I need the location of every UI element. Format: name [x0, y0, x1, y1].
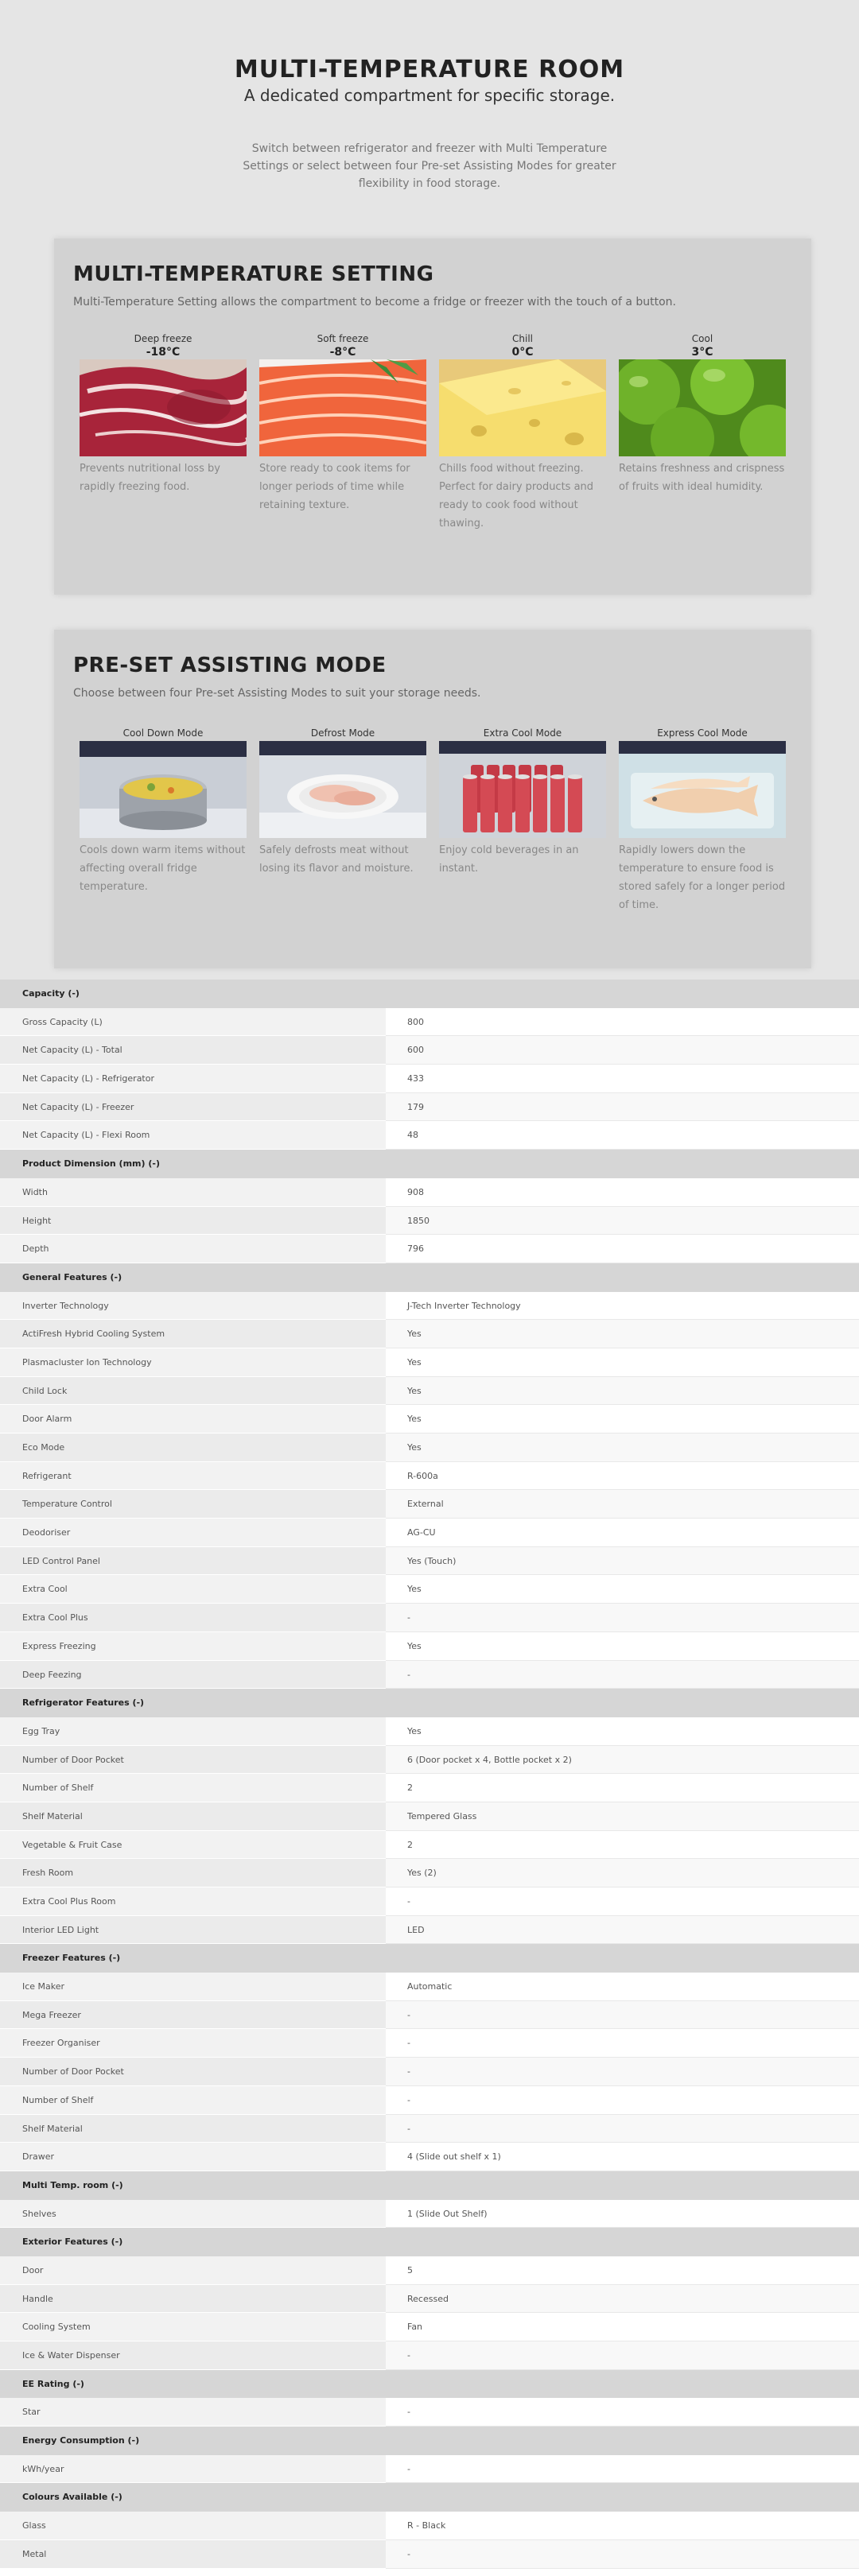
spec-key-cell: [0, 2143, 386, 2171]
spec-section-title: Product Dimension (mm) (-): [22, 1158, 160, 1170]
spec-value-cell: [386, 2540, 859, 2569]
spec-key: Fresh Room: [22, 1868, 74, 1879]
spec-key-cell: [0, 2256, 386, 2285]
spec-value-cell: [386, 1235, 859, 1263]
spec-row: [0, 2029, 859, 2058]
spec-value-cell: [386, 1490, 859, 1519]
spec-value-cell: [386, 1065, 859, 1093]
spec-value-cell: [386, 2285, 859, 2314]
spec-section-header[interactable]: [0, 1150, 859, 1178]
spec-value: Tempered Glass: [407, 1810, 477, 1821]
spec-key: Shelf Material: [22, 2123, 83, 2134]
spec-row: [0, 1661, 859, 1690]
spec-row: [0, 1887, 859, 1916]
spec-value: R - Black: [407, 2520, 446, 2531]
spec-section-title: Capacity (-): [22, 988, 80, 999]
spec-row: [0, 1405, 859, 1433]
cheese-image: [439, 359, 606, 456]
spec-value: Yes: [407, 1442, 422, 1453]
spec-row: [0, 1008, 859, 1037]
setting-card-soft-freeze: [259, 332, 426, 514]
spec-key: Deodoriser: [22, 1527, 71, 1538]
setting-card-deep-freeze: [80, 332, 247, 496]
spec-value-cell: [386, 2001, 859, 2030]
spec-value-cell: [386, 1859, 859, 1887]
spec-value-cell: [386, 1405, 859, 1433]
spec-row: [0, 1774, 859, 1802]
spec-value-cell: [386, 1377, 859, 1406]
spec-value: -: [407, 1896, 410, 1907]
assist-description: Choose between four Pre-set Assisting Modes to suit your storage needs.: [73, 687, 481, 700]
spec-value-cell: [386, 1433, 859, 1462]
setting-description: Multi-Temperature Setting allows the compartment to become a fridge or freezer with the touch of a button.: [73, 296, 676, 308]
spec-value: -: [407, 1669, 410, 1680]
spec-value: 2: [407, 1839, 413, 1850]
spec-value-cell: [386, 1632, 859, 1661]
spec-row: [0, 1178, 859, 1207]
spec-value-cell: [386, 1717, 859, 1746]
spec-value: Automatic: [407, 1981, 453, 1992]
card-temp: -18°C: [146, 346, 181, 359]
spec-key: Number of Shelf: [22, 1783, 94, 1794]
spec-row: [0, 1093, 859, 1122]
spec-value: Yes: [407, 1329, 422, 1340]
spec-value-cell: [386, 1121, 859, 1150]
spec-key: Ice Maker: [22, 1981, 65, 1992]
spec-key: Depth: [22, 1243, 49, 1255]
spec-row: [0, 2001, 859, 2030]
spec-row: [0, 1490, 859, 1519]
spec-row: [0, 2512, 859, 2540]
spec-row: [0, 2341, 859, 2370]
spec-row: [0, 1121, 859, 1150]
meat-on-plate-image: [259, 741, 426, 838]
spec-row: [0, 2455, 859, 2484]
specification-table: [0, 980, 859, 2569]
spec-key: Deep Feezing: [22, 1669, 82, 1680]
spec-value: LED: [407, 1924, 425, 1935]
spec-value-cell: [386, 1774, 859, 1802]
spec-row: [0, 1831, 859, 1860]
spec-value-cell: [386, 1178, 859, 1207]
card-text: Chills food without freezing. Perfect for dairy products and ready to cook food without thawing.: [439, 463, 594, 530]
spec-key: Drawer: [22, 2151, 55, 2163]
assist-card-express-cool: [619, 727, 786, 914]
spec-value-cell: [386, 1973, 859, 2001]
spec-section-header[interactable]: [0, 2370, 859, 2399]
spec-row: [0, 1746, 859, 1775]
spec-value: -: [407, 2350, 410, 2361]
spec-row: [0, 2115, 859, 2143]
spec-row: [0, 1802, 859, 1831]
spec-value: 5: [407, 2264, 413, 2275]
spec-key: LED Control Panel: [22, 1555, 100, 1566]
spec-row: [0, 2398, 859, 2427]
spec-value: -: [407, 1612, 410, 1624]
card-name: Express Cool Mode: [657, 727, 748, 739]
spec-section-header[interactable]: [0, 2427, 859, 2455]
spec-value: AG-CU: [407, 1527, 436, 1538]
spec-key: Ice & Water Dispenser: [22, 2350, 120, 2361]
raw-meat-image: [80, 359, 247, 456]
spec-key: Glass: [22, 2520, 46, 2531]
spec-key: Cooling System: [22, 2322, 91, 2333]
assist-card-defrost: [259, 727, 426, 878]
spec-key: Door: [22, 2264, 44, 2275]
spec-value: 1850: [407, 1215, 430, 1226]
spec-key-cell: [0, 2540, 386, 2569]
spec-key: Width: [22, 1186, 48, 1197]
spec-key: Door Alarm: [22, 1414, 72, 1425]
setting-cards: [80, 332, 786, 571]
spec-key: Interior LED Light: [22, 1924, 99, 1935]
pre-set-assisting-mode-panel: [54, 630, 811, 968]
spec-value: -: [407, 2066, 410, 2077]
spec-value-cell: [386, 1519, 859, 1547]
assist-cards: [80, 727, 786, 965]
spec-key-cell: [0, 2285, 386, 2314]
spec-section-header[interactable]: [0, 1263, 859, 1292]
spec-row: [0, 1717, 859, 1746]
spec-value-cell: [386, 2058, 859, 2086]
spec-row: [0, 1433, 859, 1462]
setting-card-chill: [439, 332, 606, 533]
card-name: Extra Cool Mode: [483, 727, 562, 739]
spec-section-header[interactable]: [0, 980, 859, 1008]
spec-value: External: [407, 1499, 444, 1510]
spec-row: [0, 1859, 859, 1887]
spec-value: Yes: [407, 1640, 422, 1651]
spec-row: [0, 2058, 859, 2086]
card-name: Soft freeze: [317, 333, 369, 344]
spec-row: [0, 1973, 859, 2001]
spec-row: [0, 2256, 859, 2285]
spec-value-cell: [386, 1547, 859, 1576]
card-name: Chill: [512, 333, 533, 344]
spec-row: [0, 1320, 859, 1348]
spec-key: Refrigerant: [22, 1470, 72, 1481]
spec-value: -: [407, 2009, 410, 2020]
card-name: Deep freeze: [134, 333, 192, 344]
spec-value: 908: [407, 1186, 424, 1197]
spec-value: 600: [407, 1045, 424, 1056]
spec-value: Fan: [407, 2322, 423, 2333]
spec-key: Child Lock: [22, 1385, 68, 1396]
spec-value: -: [407, 2038, 410, 2049]
spec-row: [0, 1632, 859, 1661]
spec-section-title: Multi Temp. room (-): [22, 2179, 123, 2190]
multi-temperature-setting-panel: [54, 239, 811, 595]
spec-value: 800: [407, 1016, 424, 1027]
spec-value: Yes (2): [407, 1868, 437, 1879]
spec-key: ActiFresh Hybrid Cooling System: [22, 1329, 165, 1340]
spec-key: Inverter Technology: [22, 1300, 109, 1311]
spec-section-header[interactable]: [0, 1689, 859, 1717]
spec-key: Number of Shelf: [22, 2094, 94, 2105]
spec-value: J-Tech Inverter Technology: [407, 1300, 521, 1311]
spec-key: Gross Capacity (L): [22, 1016, 103, 1027]
spec-key-cell: [0, 2200, 386, 2229]
spec-key: Net Capacity (L) - Refrigerator: [22, 1073, 154, 1084]
spec-row: [0, 1065, 859, 1093]
spec-key: Eco Mode: [22, 1442, 65, 1453]
spec-row: [0, 1519, 859, 1547]
setting-card-cool: [619, 332, 786, 496]
spec-value-cell: [386, 1831, 859, 1860]
spec-row: [0, 1292, 859, 1321]
spec-value-cell: [386, 2455, 859, 2484]
spec-value-cell: [386, 2256, 859, 2285]
spec-key: kWh/year: [22, 2463, 64, 2474]
spec-section-header[interactable]: [0, 2171, 859, 2200]
spec-value-cell: [386, 1604, 859, 1632]
spec-value: -: [407, 2463, 410, 2474]
spec-value: 1 (Slide Out Shelf): [407, 2208, 488, 2219]
spec-key: Net Capacity (L) - Flexi Room: [22, 1130, 150, 1141]
spec-value: Yes: [407, 1385, 422, 1396]
card-text: Retains freshness and crispness of fruits with ideal humidity.: [619, 463, 785, 493]
spec-key: Temperature Control: [22, 1499, 112, 1510]
spec-row: [0, 2200, 859, 2229]
card-text: Enjoy cold beverages in an instant.: [439, 844, 579, 875]
spec-row: [0, 1235, 859, 1263]
salmon-image: [259, 359, 426, 456]
spec-row: [0, 1348, 859, 1377]
spec-key: Shelf Material: [22, 1810, 83, 1821]
spec-value: 796: [407, 1243, 424, 1255]
card-text: Cools down warm items without affecting overall fridge temperature.: [80, 844, 246, 893]
spec-value: Yes (Touch): [407, 1555, 457, 1566]
spec-row: [0, 1036, 859, 1065]
spec-row: [0, 2143, 859, 2171]
spec-section-title: Colours Available (-): [22, 2492, 122, 2503]
spec-key: Number of Door Pocket: [22, 1754, 124, 1765]
assist-card-cool-down: [80, 727, 247, 896]
spec-value-cell: [386, 1008, 859, 1037]
spec-value: -: [407, 2094, 410, 2105]
spec-row: [0, 1547, 859, 1576]
card-name: Cool: [691, 333, 713, 344]
spec-row: [0, 1575, 859, 1604]
spec-value: -: [407, 2123, 410, 2134]
card-text: Prevents nutritional loss by rapidly freezing food.: [80, 463, 220, 493]
spec-row: [0, 1916, 859, 1945]
spec-key: Extra Cool Plus Room: [22, 1896, 116, 1907]
assist-title: PRE-SET ASSISTING MODE: [73, 654, 387, 677]
spec-value-cell: [386, 1093, 859, 1122]
spec-value: Yes: [407, 1725, 422, 1736]
page-description: Switch between refrigerator and freezer with Multi Temperature Settings or select between four Pre-set Assisting Modes for greater flexibility in food storage.: [243, 142, 616, 190]
spec-value-cell: [386, 1462, 859, 1491]
green-apples-image: [619, 359, 786, 456]
spec-value-cell: [386, 1661, 859, 1690]
spec-key-cell: [0, 1178, 386, 1207]
spec-key-cell: [0, 1207, 386, 1236]
spec-section-title: Refrigerator Features (-): [22, 1697, 145, 1709]
spec-value-cell: [386, 2398, 859, 2427]
spec-section-title: Exterior Features (-): [22, 2237, 123, 2248]
spec-value: -: [407, 2407, 410, 2418]
spec-value-cell: [386, 1575, 859, 1604]
spec-key: Metal: [22, 2548, 47, 2559]
spec-key: Number of Door Pocket: [22, 2066, 124, 2077]
spec-value: Yes: [407, 1584, 422, 1595]
spec-row: [0, 1604, 859, 1632]
spec-row: [0, 1207, 859, 1236]
spec-value: -: [407, 2548, 410, 2559]
assist-card-extra-cool: [439, 727, 606, 878]
spec-value: 6 (Door pocket x 4, Bottle pocket x 2): [407, 1754, 572, 1765]
spec-value-cell: [386, 1036, 859, 1065]
card-text: Safely defrosts meat without losing its flavor and moisture.: [259, 844, 414, 875]
spec-key: Freezer Organiser: [22, 2038, 100, 2049]
fish-on-tray-image: [619, 741, 786, 838]
page-title: MULTI-TEMPERATURE ROOM: [234, 56, 625, 83]
spec-value: 433: [407, 1073, 424, 1084]
spec-row: [0, 1377, 859, 1406]
spec-row: [0, 2313, 859, 2341]
spec-value-cell: [386, 2512, 859, 2540]
spec-value-cell: [386, 2029, 859, 2058]
spec-key-cell: [0, 1235, 386, 1263]
spec-key: Height: [22, 1215, 52, 1226]
card-temp: 3°C: [691, 346, 713, 359]
spec-key-cell: [0, 2398, 386, 2427]
setting-title: MULTI-TEMPERATURE SETTING: [73, 262, 434, 286]
spec-value: Recessed: [407, 2293, 449, 2304]
spec-key: Plasmacluster Ion Technology: [22, 1356, 152, 1368]
spec-value-cell: [386, 1207, 859, 1236]
spec-value: Yes: [407, 1414, 422, 1425]
spec-key: Extra Cool: [22, 1584, 68, 1595]
card-text: Store ready to cook items for longer periods of time while retaining texture.: [259, 463, 410, 511]
spec-value-cell: [386, 1916, 859, 1945]
spec-key: Net Capacity (L) - Total: [22, 1045, 122, 1056]
hero-section: [0, 0, 859, 980]
spec-value: Yes: [407, 1356, 422, 1368]
beverage-cans-image: [439, 741, 606, 838]
spec-key: Handle: [22, 2293, 53, 2304]
spec-section-header[interactable]: [0, 1944, 859, 1973]
spec-key: Extra Cool Plus: [22, 1612, 88, 1624]
spec-row: [0, 2086, 859, 2115]
spec-section-header[interactable]: [0, 2483, 859, 2512]
card-name: Defrost Mode: [310, 727, 375, 739]
spec-section-title: General Features (-): [22, 1271, 122, 1282]
pot-of-soup-image: [80, 741, 247, 838]
spec-key: Vegetable & Fruit Case: [22, 1839, 122, 1850]
spec-row: [0, 1462, 859, 1491]
spec-value-cell: [386, 1348, 859, 1377]
card-text: Rapidly lowers down the temperature to ensure food is stored safely for a longer period of time.: [619, 844, 786, 911]
spec-section-title: EE Rating (-): [22, 2378, 84, 2389]
spec-value: 4 (Slide out shelf x 1): [407, 2151, 501, 2163]
card-temp: 0°C: [511, 346, 534, 359]
spec-value-cell: [386, 2115, 859, 2143]
spec-key-cell: [0, 2512, 386, 2540]
spec-value: 48: [407, 1130, 418, 1141]
spec-key: Mega Freezer: [22, 2009, 81, 2020]
spec-value-cell: [386, 2341, 859, 2370]
spec-value-cell: [386, 1320, 859, 1348]
spec-value: 2: [407, 1783, 413, 1794]
card-temp: -8°C: [329, 346, 356, 359]
spec-section-title: Energy Consumption (-): [22, 2435, 140, 2446]
spec-value: R-600a: [407, 1470, 438, 1481]
spec-key: Net Capacity (L) - Freezer: [22, 1101, 134, 1112]
spec-key: Shelves: [22, 2208, 56, 2219]
spec-value-cell: [386, 2086, 859, 2115]
spec-value-cell: [386, 2313, 859, 2341]
page-subtitle: A dedicated compartment for specific storage.: [243, 86, 616, 105]
spec-section-title: Freezer Features (-): [22, 1953, 121, 1964]
spec-section-header[interactable]: [0, 2228, 859, 2256]
spec-key: Express Freezing: [22, 1640, 96, 1651]
spec-key: Egg Tray: [22, 1725, 60, 1736]
spec-key: Star: [22, 2407, 41, 2418]
spec-row: [0, 2540, 859, 2569]
card-name: Cool Down Mode: [122, 727, 204, 739]
spec-row: [0, 2285, 859, 2314]
spec-value-cell: [386, 1887, 859, 1916]
spec-value: 179: [407, 1101, 424, 1112]
